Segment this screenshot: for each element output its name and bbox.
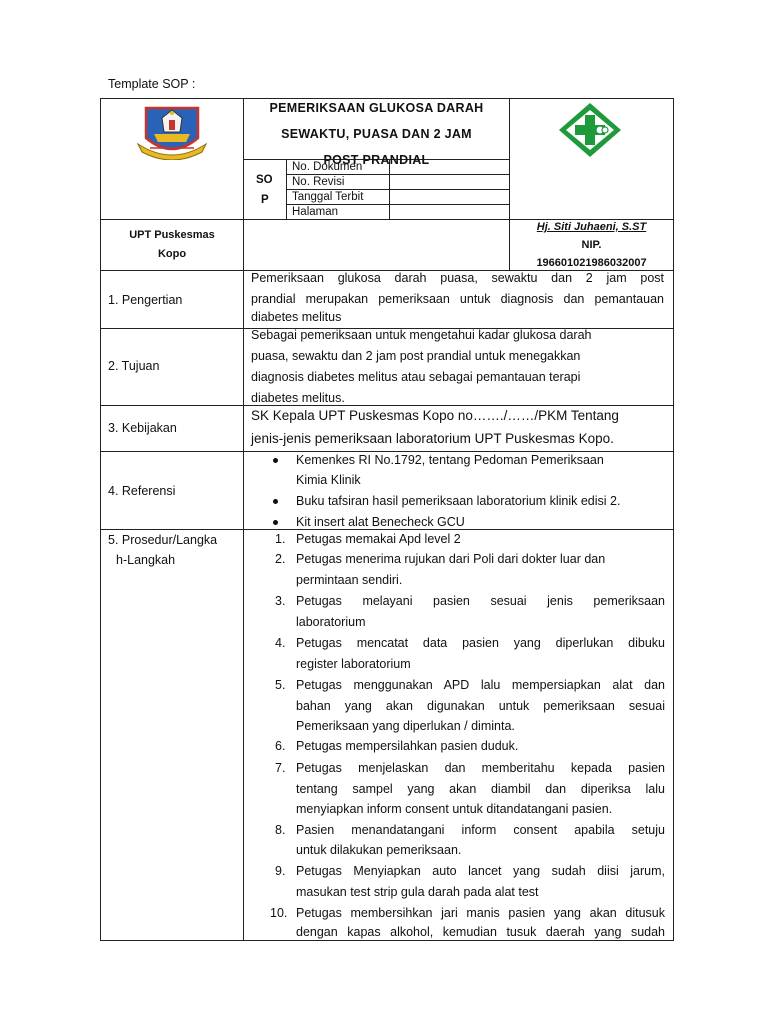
kebijakan-line-1: SK Kepala UPT Puskesmas Kopo no……./……/PKM Tentang: [251, 408, 619, 423]
signer-nip-label: NIP.: [581, 239, 602, 251]
step-4-line-2: register laboratorium: [296, 657, 411, 671]
step-10-line-1: Petugas membersihkan jari manis pasien yang akan ditusuk: [296, 906, 665, 920]
field-no-dokumen: No. Dokumen: [292, 161, 363, 173]
step-4-line-1: Petugas mencatat data pasien yang diperlukan dibuku: [296, 636, 665, 650]
referensi-item-1-line-2: Kimia Klinik: [296, 473, 361, 487]
section-label-pengertian: 1. Pengertian: [108, 293, 183, 307]
bullet-icon: [273, 520, 278, 525]
puskesmas-logo-icon: [555, 101, 625, 159]
regional-emblem-icon: [136, 104, 208, 160]
section-label-prosedur: 5. Prosedur/Langka: [108, 533, 218, 547]
step-5-number: 5.: [275, 678, 286, 692]
field-no-revisi: No. Revisi: [292, 176, 345, 188]
step-10-number: 10.: [270, 906, 288, 920]
signer-name: Hj. Siti Juhaeni, S.ST: [536, 221, 647, 233]
step-3-number: 3.: [275, 594, 286, 608]
step-7-line-2: tentang sampel yang akan diambil dan diperiksa lalu: [296, 782, 665, 796]
referensi-item-3: Kit insert alat Benecheck GCU: [296, 515, 465, 529]
tujuan-line-1: Sebagai pemeriksaan untuk mengetahui kadar glukosa darah: [251, 328, 592, 342]
step-5-line-3: Pemeriksaan yang diperlukan / diminta.: [296, 719, 515, 733]
step-5-line-2: bahan yang akan digunakan untuk pemeriksaan sesuai: [296, 699, 665, 713]
step-8-line-1: Pasien menandatangani inform consent apabila setuju: [296, 823, 665, 837]
step-1-line-1: Petugas memakai Apd level 2: [296, 532, 461, 546]
sop-label-2: P: [261, 194, 269, 206]
referensi-item-2: Buku tafsiran hasil pemeriksaan laboratorium klinik edisi 2.: [296, 494, 621, 508]
pengertian-line-3: diabetes melitus: [251, 310, 342, 324]
step-3-line-1: Petugas melayani pasien sesuai jenis pemeriksaan: [296, 594, 665, 608]
step-9-line-2: masukan test strip gula darah pada alat test: [296, 885, 539, 899]
tujuan-line-3: diagnosis diabetes melitus atau sebagai pemantauan terapi: [251, 370, 581, 384]
step-7-number: 7.: [275, 761, 286, 775]
bullet-icon: [273, 499, 278, 504]
step-9-number: 9.: [275, 864, 286, 878]
section-label-tujuan: 2. Tujuan: [108, 359, 160, 373]
step-8-line-2: untuk dilakukan pemeriksaan.: [296, 843, 462, 857]
signer-nip: 196601021986032007: [536, 257, 647, 269]
step-7-line-3: menyiapkan inform consent untuk ditandatangani pasien.: [296, 802, 613, 816]
step-9-line-1: Petugas Menyiapkan auto lancet yang sudah diisi jarum,: [296, 864, 665, 878]
sop-label: SO: [256, 174, 273, 186]
step-3-line-2: laboratorium: [296, 615, 366, 629]
step-2-line-2: permintaan sendiri.: [296, 573, 403, 587]
step-4-number: 4.: [275, 636, 286, 650]
step-10-line-2: dengan kapas alkohol, kemudian tusuk daerah yang sudah: [296, 925, 665, 939]
step-7-line-1: Petugas menjelaskan dan memberitahu kepada pasien: [296, 761, 665, 775]
title-line-2: SEWAKTU, PUASA DAN 2 JAM: [281, 127, 472, 141]
field-halaman: Halaman: [292, 206, 339, 218]
tujuan-line-2: puasa, sewaktu dan 2 jam post prandial untuk menegakkan: [251, 349, 581, 363]
kebijakan-line-2: jenis-jenis pemeriksaan laboratorium UPT Puskesmas Kopo.: [251, 431, 614, 446]
pengertian-line-1: Pemeriksaan glukosa darah puasa, sewaktu dan 2 jam post: [251, 271, 664, 285]
step-8-number: 8.: [275, 823, 286, 837]
section-label-kebijakan: 3. Kebijakan: [108, 421, 177, 435]
org-name: UPT Puskesmas: [129, 229, 215, 241]
step-6-line-1: Petugas mempersilahkan pasien duduk.: [296, 739, 519, 753]
bullet-icon: [273, 458, 278, 463]
step-6-number: 6.: [275, 739, 286, 753]
field-tanggal-terbit: Tanggal Terbit: [292, 191, 364, 203]
step-2-line-1: Petugas menerima rujukan dari Poli dari dokter luar dan: [296, 552, 606, 566]
tujuan-line-4: diabetes melitus.: [251, 391, 345, 405]
referensi-item-1-line-1: Kemenkes RI No.1792, tentang Pedoman Pemeriksaan: [296, 453, 604, 467]
section-label-referensi: 4. Referensi: [108, 484, 176, 498]
step-5-line-1: Petugas menggunakan APD lalu mempersiapkan alat dan: [296, 678, 665, 692]
title-line-1: PEMERIKSAAN GLUKOSA DARAH: [269, 101, 484, 115]
section-label-prosedur-2: h-Langkah: [116, 553, 176, 567]
pengertian-line-2: prandial merupakan pemeriksaan untuk diagnosis dan pemantauan: [251, 292, 664, 306]
title-line-3: POST PRANDIAL: [323, 153, 430, 167]
template-label: Template SOP :: [108, 77, 196, 91]
step-2-number: 2.: [275, 552, 286, 566]
org-name-2: Kopo: [157, 248, 187, 260]
step-1-number: 1.: [275, 532, 286, 546]
